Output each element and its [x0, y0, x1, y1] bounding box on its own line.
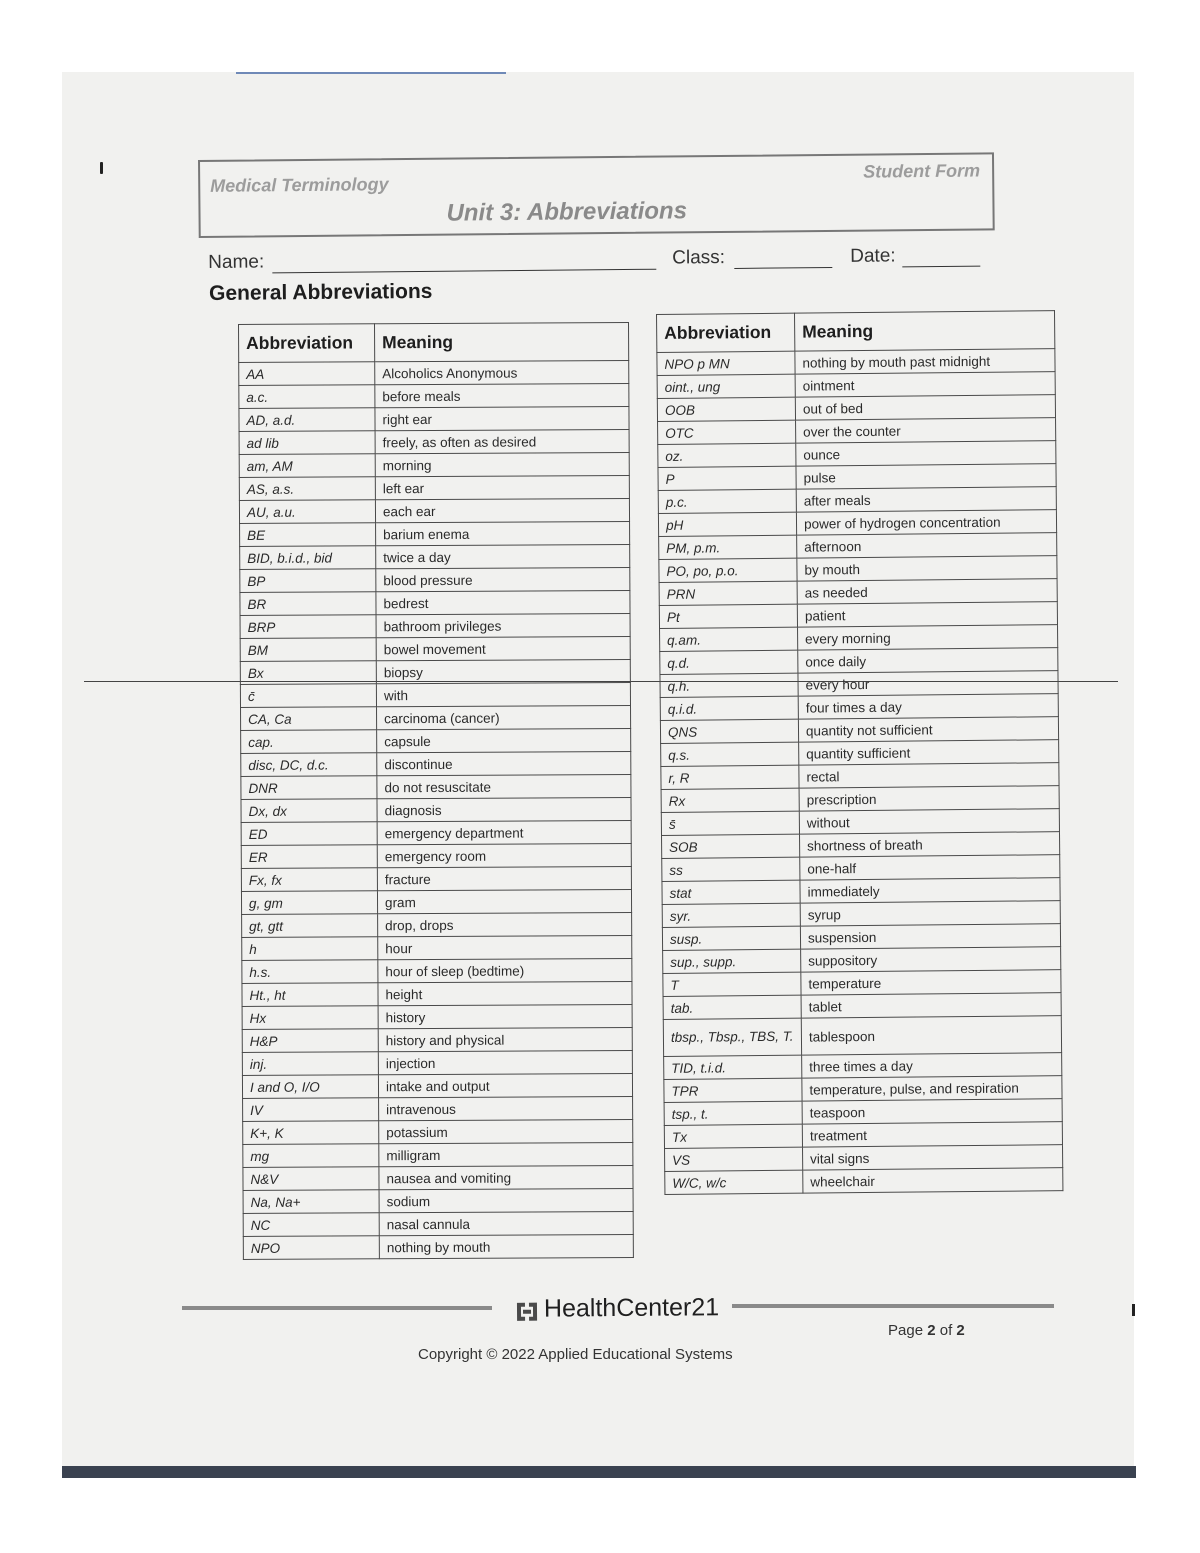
abbreviation-cell: BR	[240, 592, 376, 616]
table-row	[242, 912, 632, 937]
meaning-cell: out of bed	[795, 395, 1055, 420]
table-row	[663, 1016, 1061, 1057]
abbreviation-cell: a.c.	[239, 385, 375, 409]
table-row	[243, 1096, 633, 1121]
abbreviation-cell: CA, Ca	[241, 707, 377, 731]
abbreviation-cell: ad lib	[239, 431, 375, 455]
abbreviation-cell: gt, gtt	[242, 914, 378, 938]
abbreviation-cell: OOB	[657, 397, 795, 421]
abbreviation-cell: Hx	[242, 1006, 378, 1030]
meaning-cell: by mouth	[797, 556, 1057, 581]
paper-bottom-edge	[62, 1466, 1136, 1478]
meaning-cell: injection	[378, 1050, 632, 1074]
table-row	[239, 498, 629, 523]
meaning-cell: over the counter	[796, 418, 1056, 443]
column-header-meaning: Meaning	[794, 311, 1054, 351]
meaning-cell: quantity sufficient	[799, 740, 1059, 765]
class-label: Class:	[672, 247, 726, 269]
abbreviation-cell: pH	[658, 512, 796, 536]
abbreviation-cell: BP	[240, 569, 376, 593]
paper-top-mark	[236, 72, 506, 74]
abbreviation-cell: Tx	[664, 1124, 802, 1148]
table-row	[241, 774, 631, 799]
abbreviation-cell: P	[658, 466, 796, 490]
meaning-cell: do not resuscitate	[377, 774, 631, 798]
meaning-cell: bedrest	[376, 590, 630, 614]
table-row	[240, 544, 630, 569]
abbreviation-cell: oint., ung	[657, 374, 795, 398]
table-row	[241, 889, 631, 914]
table-row	[239, 360, 629, 385]
abbreviation-cell: TPR	[664, 1078, 802, 1102]
abbreviation-cell: Bx	[240, 661, 376, 685]
meaning-cell: immediately	[800, 878, 1060, 903]
meaning-cell: vital signs	[803, 1145, 1063, 1170]
abbreviation-cell: oz.	[658, 443, 796, 467]
abbreviation-cell: AS, a.s.	[239, 477, 375, 501]
meaning-cell: nothing by mouth past midnight	[795, 349, 1055, 374]
table-header-row	[657, 311, 1055, 353]
meaning-cell: with	[376, 682, 630, 706]
abbreviation-cell: stat	[662, 880, 800, 904]
abbreviation-cell: AU, a.u.	[239, 500, 375, 524]
table-row	[239, 383, 629, 408]
abbreviation-cell: syr.	[662, 903, 800, 927]
footer-rule-left	[182, 1306, 492, 1310]
section-title: General Abbreviations	[209, 279, 433, 305]
student-info-fields	[208, 231, 988, 273]
abbreviation-cell: tsp., t.	[664, 1101, 802, 1125]
abbreviation-cell: tab.	[663, 995, 801, 1019]
abbreviation-cell: BE	[240, 523, 376, 547]
meaning-cell: suspension	[800, 924, 1060, 949]
table-row	[242, 1073, 632, 1098]
table-row	[239, 452, 629, 477]
abbreviation-cell: ER	[241, 845, 377, 869]
meaning-cell: every morning	[798, 625, 1058, 650]
table-row	[243, 1188, 633, 1213]
table-row	[239, 475, 629, 500]
meaning-cell: ounce	[796, 441, 1056, 466]
abbreviation-cell: NPO	[243, 1236, 379, 1260]
abbreviation-cell: am, AM	[239, 454, 375, 478]
abbreviation-cell: DNR	[241, 776, 377, 800]
table-row	[241, 797, 631, 822]
abbreviation-cell: mg	[243, 1144, 379, 1168]
meaning-cell: intake and output	[378, 1073, 632, 1097]
meaning-cell: twice a day	[376, 544, 630, 568]
abbreviation-cell: SOB	[662, 834, 800, 858]
table-row	[240, 659, 630, 684]
abbreviation-cell: Fx, fx	[241, 868, 377, 892]
table-row	[240, 613, 630, 638]
abbreviation-cell: VS	[665, 1147, 803, 1171]
meaning-cell: history and physical	[378, 1027, 632, 1051]
meaning-cell: each ear	[375, 498, 629, 522]
meaning-cell: height	[378, 981, 632, 1005]
meaning-cell: potassium	[379, 1119, 633, 1143]
unit-title: Unit 3: Abbreviations	[446, 197, 688, 227]
meaning-cell: nausea and vomiting	[379, 1165, 633, 1189]
table-row	[241, 843, 631, 868]
meaning-cell: right ear	[375, 406, 629, 430]
abbreviation-cell: q.h.	[660, 673, 798, 697]
table-row	[243, 1165, 633, 1190]
abbreviation-cell: NPO p MN	[657, 351, 795, 375]
table-header-row	[239, 322, 629, 362]
healthcenter21-logo-icon	[516, 1302, 538, 1322]
meaning-cell: temperature, pulse, and respiration	[802, 1076, 1062, 1101]
table-row	[242, 958, 632, 983]
meaning-cell: temperature	[801, 970, 1061, 995]
meaning-cell: diagnosis	[377, 797, 631, 821]
abbreviation-cell: NC	[243, 1213, 379, 1237]
margin-mark	[100, 162, 103, 174]
abbreviation-cell: I and O, I/O	[242, 1075, 378, 1099]
meaning-cell: nasal cannula	[379, 1211, 633, 1235]
abbreviation-cell: OTC	[658, 420, 796, 444]
abbreviation-cell: p.c.	[658, 489, 796, 513]
meaning-cell: freely, as often as desired	[375, 429, 629, 453]
date-label: Date:	[850, 245, 896, 267]
abbreviation-cell: disc, DC, d.c.	[241, 753, 377, 777]
meaning-cell: prescription	[799, 786, 1059, 811]
meaning-cell: suppository	[801, 947, 1061, 972]
meaning-cell: emergency department	[377, 820, 631, 844]
abbreviation-cell: Rx	[661, 788, 799, 812]
abbreviation-cell: inj.	[242, 1052, 378, 1076]
page-of: of	[939, 1322, 953, 1339]
course-name: Medical Terminology	[210, 174, 389, 196]
meaning-cell: one-half	[800, 855, 1060, 880]
column-header-meaning: Meaning	[375, 322, 629, 361]
abbreviation-cell: IV	[243, 1098, 379, 1122]
meaning-cell: barium enema	[376, 521, 630, 545]
abbreviation-cell: sup., supp.	[663, 949, 801, 973]
meaning-cell: drop, drops	[378, 912, 632, 936]
meaning-cell: patient	[797, 602, 1057, 627]
table-row	[243, 1119, 633, 1144]
abbreviation-cell: T	[663, 972, 801, 996]
table-row	[239, 406, 629, 431]
meaning-cell: once daily	[798, 648, 1058, 673]
meaning-cell: nothing by mouth	[379, 1234, 633, 1258]
table-row	[240, 682, 630, 707]
abbreviation-cell: h	[242, 937, 378, 961]
table-row	[241, 751, 631, 776]
column-header-abbreviation: Abbreviation	[657, 313, 795, 352]
brand-logo	[516, 1291, 728, 1327]
abbreviation-cell: Ht., ht	[242, 983, 378, 1007]
meaning-cell: after meals	[796, 487, 1056, 512]
table-row	[243, 1211, 633, 1236]
copyright: Copyright © 2022 Applied Educational Systems	[418, 1346, 733, 1363]
abbreviation-cell: q.s.	[661, 742, 799, 766]
meaning-cell: ointment	[795, 372, 1055, 397]
form-type-label: Student Form	[863, 160, 981, 182]
table-row	[242, 1004, 632, 1029]
meaning-cell: teaspoon	[802, 1099, 1062, 1124]
table-row	[242, 1027, 632, 1052]
abbreviation-cell: BM	[240, 638, 376, 662]
abbreviation-cell: Pt	[659, 604, 797, 628]
abbreviation-cell: q.i.d.	[660, 696, 798, 720]
abbreviation-cell: q.d.	[660, 650, 798, 674]
abbreviation-cell: r, R	[661, 765, 799, 789]
meaning-cell: syrup	[800, 901, 1060, 926]
meaning-cell: four times a day	[798, 694, 1058, 719]
table-row	[240, 590, 630, 615]
meaning-cell: gram	[377, 889, 631, 913]
abbreviation-cell: tbsp., Tbsp., TBS, T.	[663, 1018, 801, 1056]
meaning-cell: milligram	[379, 1142, 633, 1166]
meaning-cell: Alcoholics Anonymous	[375, 360, 629, 384]
table-row	[242, 1050, 632, 1075]
table-row	[241, 820, 631, 845]
meaning-cell: quantity not sufficient	[798, 717, 1058, 742]
abbreviation-cell: TID, t.i.d.	[664, 1055, 802, 1079]
abbreviation-table-left	[238, 322, 634, 1260]
abbreviation-cell: QNS	[660, 719, 798, 743]
abbreviation-cell: h.s.	[242, 960, 378, 984]
meaning-cell: treatment	[802, 1122, 1062, 1147]
table-row	[243, 1142, 633, 1167]
meaning-cell: tablet	[801, 993, 1061, 1018]
meaning-cell: three times a day	[802, 1053, 1062, 1078]
abbreviation-cell: s̄	[661, 811, 799, 835]
table-row	[241, 728, 631, 753]
abbreviation-cell: ED	[241, 822, 377, 846]
table-row	[242, 935, 632, 960]
table-row	[240, 636, 630, 661]
header-box	[198, 152, 995, 238]
abbreviation-cell: cap.	[241, 730, 377, 754]
abbreviation-cell: susp.	[662, 926, 800, 950]
meaning-cell: without	[799, 809, 1059, 834]
meaning-cell: emergency room	[377, 843, 631, 867]
meaning-cell: afternoon	[797, 533, 1057, 558]
abbreviation-cell: c̄	[240, 684, 376, 708]
page-number	[888, 1322, 965, 1339]
abbreviation-cell: BRP	[240, 615, 376, 639]
edge-mark	[1132, 1304, 1135, 1316]
abbreviation-cell: N&V	[243, 1167, 379, 1191]
meaning-cell: power of hydrogen concentration	[796, 510, 1056, 535]
meaning-cell: rectal	[799, 763, 1059, 788]
abbreviation-cell: q.am.	[660, 627, 798, 651]
table-row	[240, 567, 630, 592]
page-prefix: Page	[888, 1322, 924, 1339]
meaning-cell: as needed	[797, 579, 1057, 604]
name-label: Name:	[208, 251, 265, 273]
abbreviation-cell: Na, Na+	[243, 1190, 379, 1214]
meaning-cell: bathroom privileges	[376, 613, 630, 637]
table-row	[241, 705, 631, 730]
meaning-cell: history	[378, 1004, 632, 1028]
meaning-cell: blood pressure	[376, 567, 630, 591]
meaning-cell: pulse	[796, 464, 1056, 489]
abbreviation-table-right	[656, 310, 1063, 1195]
meaning-cell: intravenous	[379, 1096, 633, 1120]
abbreviation-cell: PRN	[659, 581, 797, 605]
brand-name: HealthCenter21	[543, 1293, 720, 1323]
abbreviation-cell: PO, po, p.o.	[659, 558, 797, 582]
meaning-cell: bowel movement	[376, 636, 630, 660]
meaning-cell: hour	[378, 935, 632, 959]
table-row	[241, 866, 631, 891]
meaning-cell: discontinue	[377, 751, 631, 775]
meaning-cell: wheelchair	[803, 1168, 1063, 1193]
abbreviation-cell: Dx, dx	[241, 799, 377, 823]
abbreviation-cell: BID, b.i.d., bid	[240, 546, 376, 570]
meaning-cell: biopsy	[376, 659, 630, 683]
abbreviation-cell: AD, a.d.	[239, 408, 375, 432]
footer-rule-right	[732, 1304, 1054, 1308]
meaning-cell: left ear	[375, 475, 629, 499]
abbreviation-cell: W/C, w/c	[665, 1170, 803, 1194]
table-row	[242, 981, 632, 1006]
page-total: 2	[956, 1322, 965, 1339]
table-row	[239, 429, 629, 454]
abbreviation-cell: H&P	[242, 1029, 378, 1053]
meaning-cell: tablespoon	[801, 1016, 1061, 1055]
meaning-cell: before meals	[375, 383, 629, 407]
meaning-cell: morning	[375, 452, 629, 476]
meaning-cell: shortness of breath	[799, 832, 1059, 857]
meaning-cell: every hour	[798, 671, 1058, 696]
table-row	[240, 521, 630, 546]
abbreviation-cell: K+, K	[243, 1121, 379, 1145]
meaning-cell: hour of sleep (bedtime)	[378, 958, 632, 982]
page-current: 2	[927, 1322, 936, 1339]
abbreviation-cell: AA	[239, 362, 375, 386]
table-row	[665, 1168, 1063, 1195]
abbreviation-cell: ss	[662, 857, 800, 881]
meaning-cell: carcinoma (cancer)	[377, 705, 631, 729]
meaning-cell: capsule	[377, 728, 631, 752]
meaning-cell: sodium	[379, 1188, 633, 1212]
meaning-cell: fracture	[377, 866, 631, 890]
abbreviation-cell: g, gm	[241, 891, 377, 915]
table-row	[243, 1234, 633, 1259]
column-header-abbreviation: Abbreviation	[239, 324, 375, 363]
abbreviation-cell: PM, p.m.	[659, 535, 797, 559]
